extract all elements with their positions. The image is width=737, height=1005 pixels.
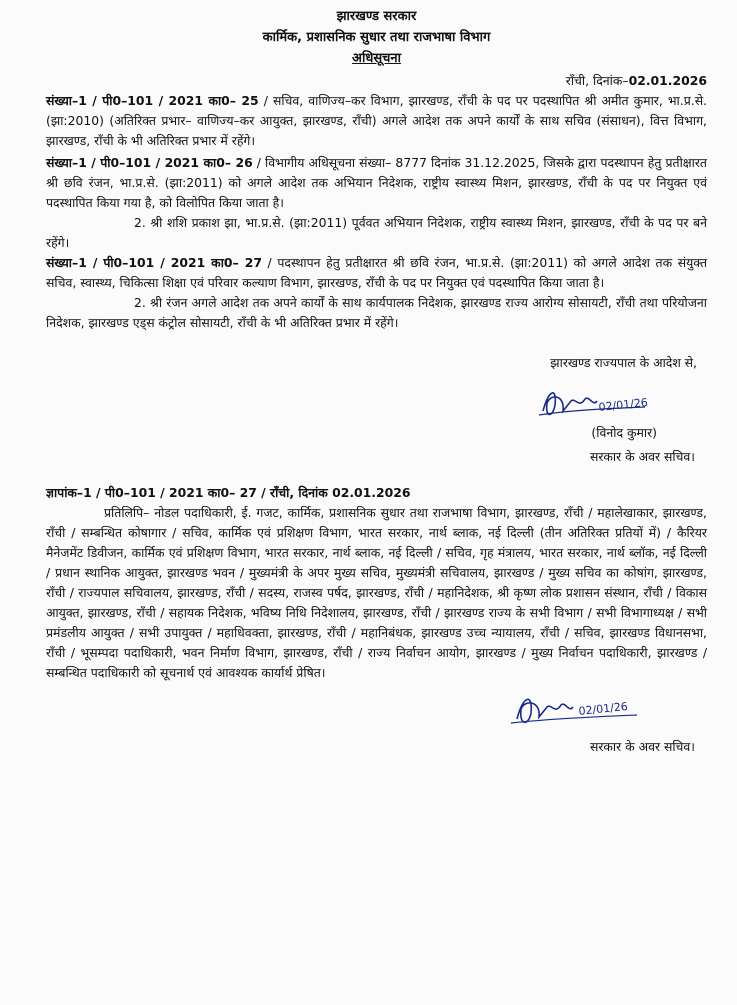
order-2-para-2: 2. श्री शशि प्रकाश झा, भा.प्र.से. (झा:2011) पूर्ववत अभियान निदेशक, राष्ट्रीय स्वास्थ्य मिशन, झारखण्ड, राँची के पद पर बने रहेंगे। <box>46 215 707 250</box>
signature-block <box>497 381 697 447</box>
order-3-ref: संख्या–1 / पी0–101 / 2021 का0– 27 <box>46 255 262 270</box>
signature-date: 02/01/26 <box>597 395 649 414</box>
memo-reference: ज्ञापांक–1 / पी0–101 / 2021 का0– 27 / राँची, दिनांक 02.01.2026 <box>46 485 411 500</box>
date-line <box>46 71 707 91</box>
signatory-name: (विनोद कुमार) <box>591 425 657 440</box>
date-value: 02.01.2026 <box>628 73 707 88</box>
letterhead <box>46 6 707 69</box>
order-2-text: / विभागीय अधिसूचना संख्या– 8777 दिनांक 31.12.2025, जिसके द्वारा पदस्थापन हेतु प्रतीक्षारत श्री छवि रंजन, भा.प्र.से. (झा:2011) को अगले आदेश तक अभियान निदेशक, राष्ट्रीय स्वास्थ्य मिशन, झारखण्ड, राँची के पद पर नियुक्त एवं पदस्थापित किया गया है, को विलोपित किया जाता है। <box>46 155 707 210</box>
signature-image-2 <box>507 685 647 737</box>
copy-distribution-list: प्रतिलिपि– नोडल पदाधिकारी, ई. गजट, कार्मिक, प्रशासनिक सुधार तथा राजभाषा विभाग, झारखण्ड, राँची / महालेखाकार, झारखण्ड, राँची / सम्बन्धित कोषागार / सचिव, कार्मिक एवं प्रशिक्षण विभाग, भारत सरकार, नार्थ ब्लाक, नई दिल्ली (तीन अतिरिक्त प्रतियों में) / कैरियर मैनेजमेंट डिवीजन, कार्मिक एवं प्रशिक्षण विभाग, भारत सरकार, नार्थ ब्लाक, नई दिल्ली / सचिव, गृह मंत्रालय, भारत सरकार, नार्थ ब्लॉक, नई दिल्ली / प्रधान स्थानिक आयुक्त, झारखण्ड भवन / मुख्यमंत्री के अपर मुख्य सचिव, मुख्यमंत्री सचिवालय, झारखण्ड / मुख्य सचिव का कोषांग, झारखण्ड, राँची / राज्यपाल सचिवालय, झारखण्ड, राँची / सदस्य, राजस्व पर्षद, झारखण्ड, राँची / महानिदेशक, श्री कृष्ण लोक प्रशासन संस्थान, राँची / विकास आयुक्त, झारखण्ड, राँची / सहायक निदेशक, भविष्य निधि निदेशालय, झारखण्ड, राँची / झारखण्ड राज्य के सभी विभाग / सभी विभागाध्यक्ष / सभी प्रमंडलीय आयुक्त / सभी उपायुक्त / महाधिवक्ता, झारखण्ड, राँची / महानिबंधक, झारखण्ड उच्च न्यायालय, राँची / सचिव, झारखण्ड विधानसभा, राँची / भूसम्पदा पदाधिकारी, भवन निर्माण विभाग, झारखण्ड, राँची / राज्य निर्वाचन आयोग, झारखण्ड / मुख्य निर्वाचन पदाधिकारी, झारखण्ड / सम्बन्धित पदाधिकारी को सूचनार्थ एवं आवश्यक कार्यार्थ प्रेषित। <box>46 505 707 680</box>
document-title: अधिसूचना <box>352 51 401 66</box>
date-place: राँची, दिनांक– <box>565 73 629 88</box>
order-2-ref: संख्या–1 / पी0–101 / 2021 का0– 26 <box>46 155 253 170</box>
order-3-para-2: 2. श्री रंजन अगले आदेश तक अपने कार्यों के साथ कार्यपालक निदेशक, झारखण्ड राज्य आरोग्य सोसायटी, राँची तथा परियोजना निदेशक, झारखण्ड एड्स कंट्रोल सोसायटी, राँची के भी अतिरिक्त प्रभार में रहेंगे। <box>46 295 707 330</box>
signatory-designation: सरकार के अवर सचिव। <box>589 449 695 464</box>
government-name: झारखण्ड सरकार <box>336 9 417 24</box>
signature-2-date: 02/01/26 <box>577 699 629 718</box>
order-3 <box>46 253 707 293</box>
signature-image <box>535 381 655 429</box>
order-3-text: / पदस्थापन हेतु प्रतीक्षारत श्री छवि रंजन, भा.प्र.से. (झा:2011) को अगले आदेश तक संयुक्त सचिव, स्वास्थ्य, चिकित्सा शिक्षा एवं परिवार कल्याण विभाग, झारखण्ड, राँची के पद पर नियुक्त एवं पदस्थापित किया जाता है। <box>46 255 708 290</box>
order-1-ref: संख्या–1 / पी0–101 / 2021 का0– 25 <box>46 93 259 108</box>
order-1-text: / सचिव, वाणिज्य–कर विभाग, झारखण्ड, राँची के पद पर पदस्थापित श्री अमीत कुमार, भा.प्र.से. (झा:2010) (अतिरिक्त प्रभार– वाणिज्य–कर आयुक्त, झारखण्ड, राँची) अगले आदेश तक अपने कार्यों के साथ सचिव (संसाधन), वित्त विभाग, झारखण्ड, राँची के भी अतिरिक्त प्रभार में रहेंगे। <box>46 93 708 148</box>
signature-block-2 <box>46 683 707 754</box>
order-2 <box>46 153 707 213</box>
department-name: कार्मिक, प्रशासनिक सुधार तथा राजभाषा विभाग <box>262 30 491 45</box>
order-1 <box>46 91 707 151</box>
authority-line: झारखण्ड राज्यपाल के आदेश से, <box>550 355 697 370</box>
signatory-2-designation: सरकार के अवर सचिव। <box>589 739 695 754</box>
